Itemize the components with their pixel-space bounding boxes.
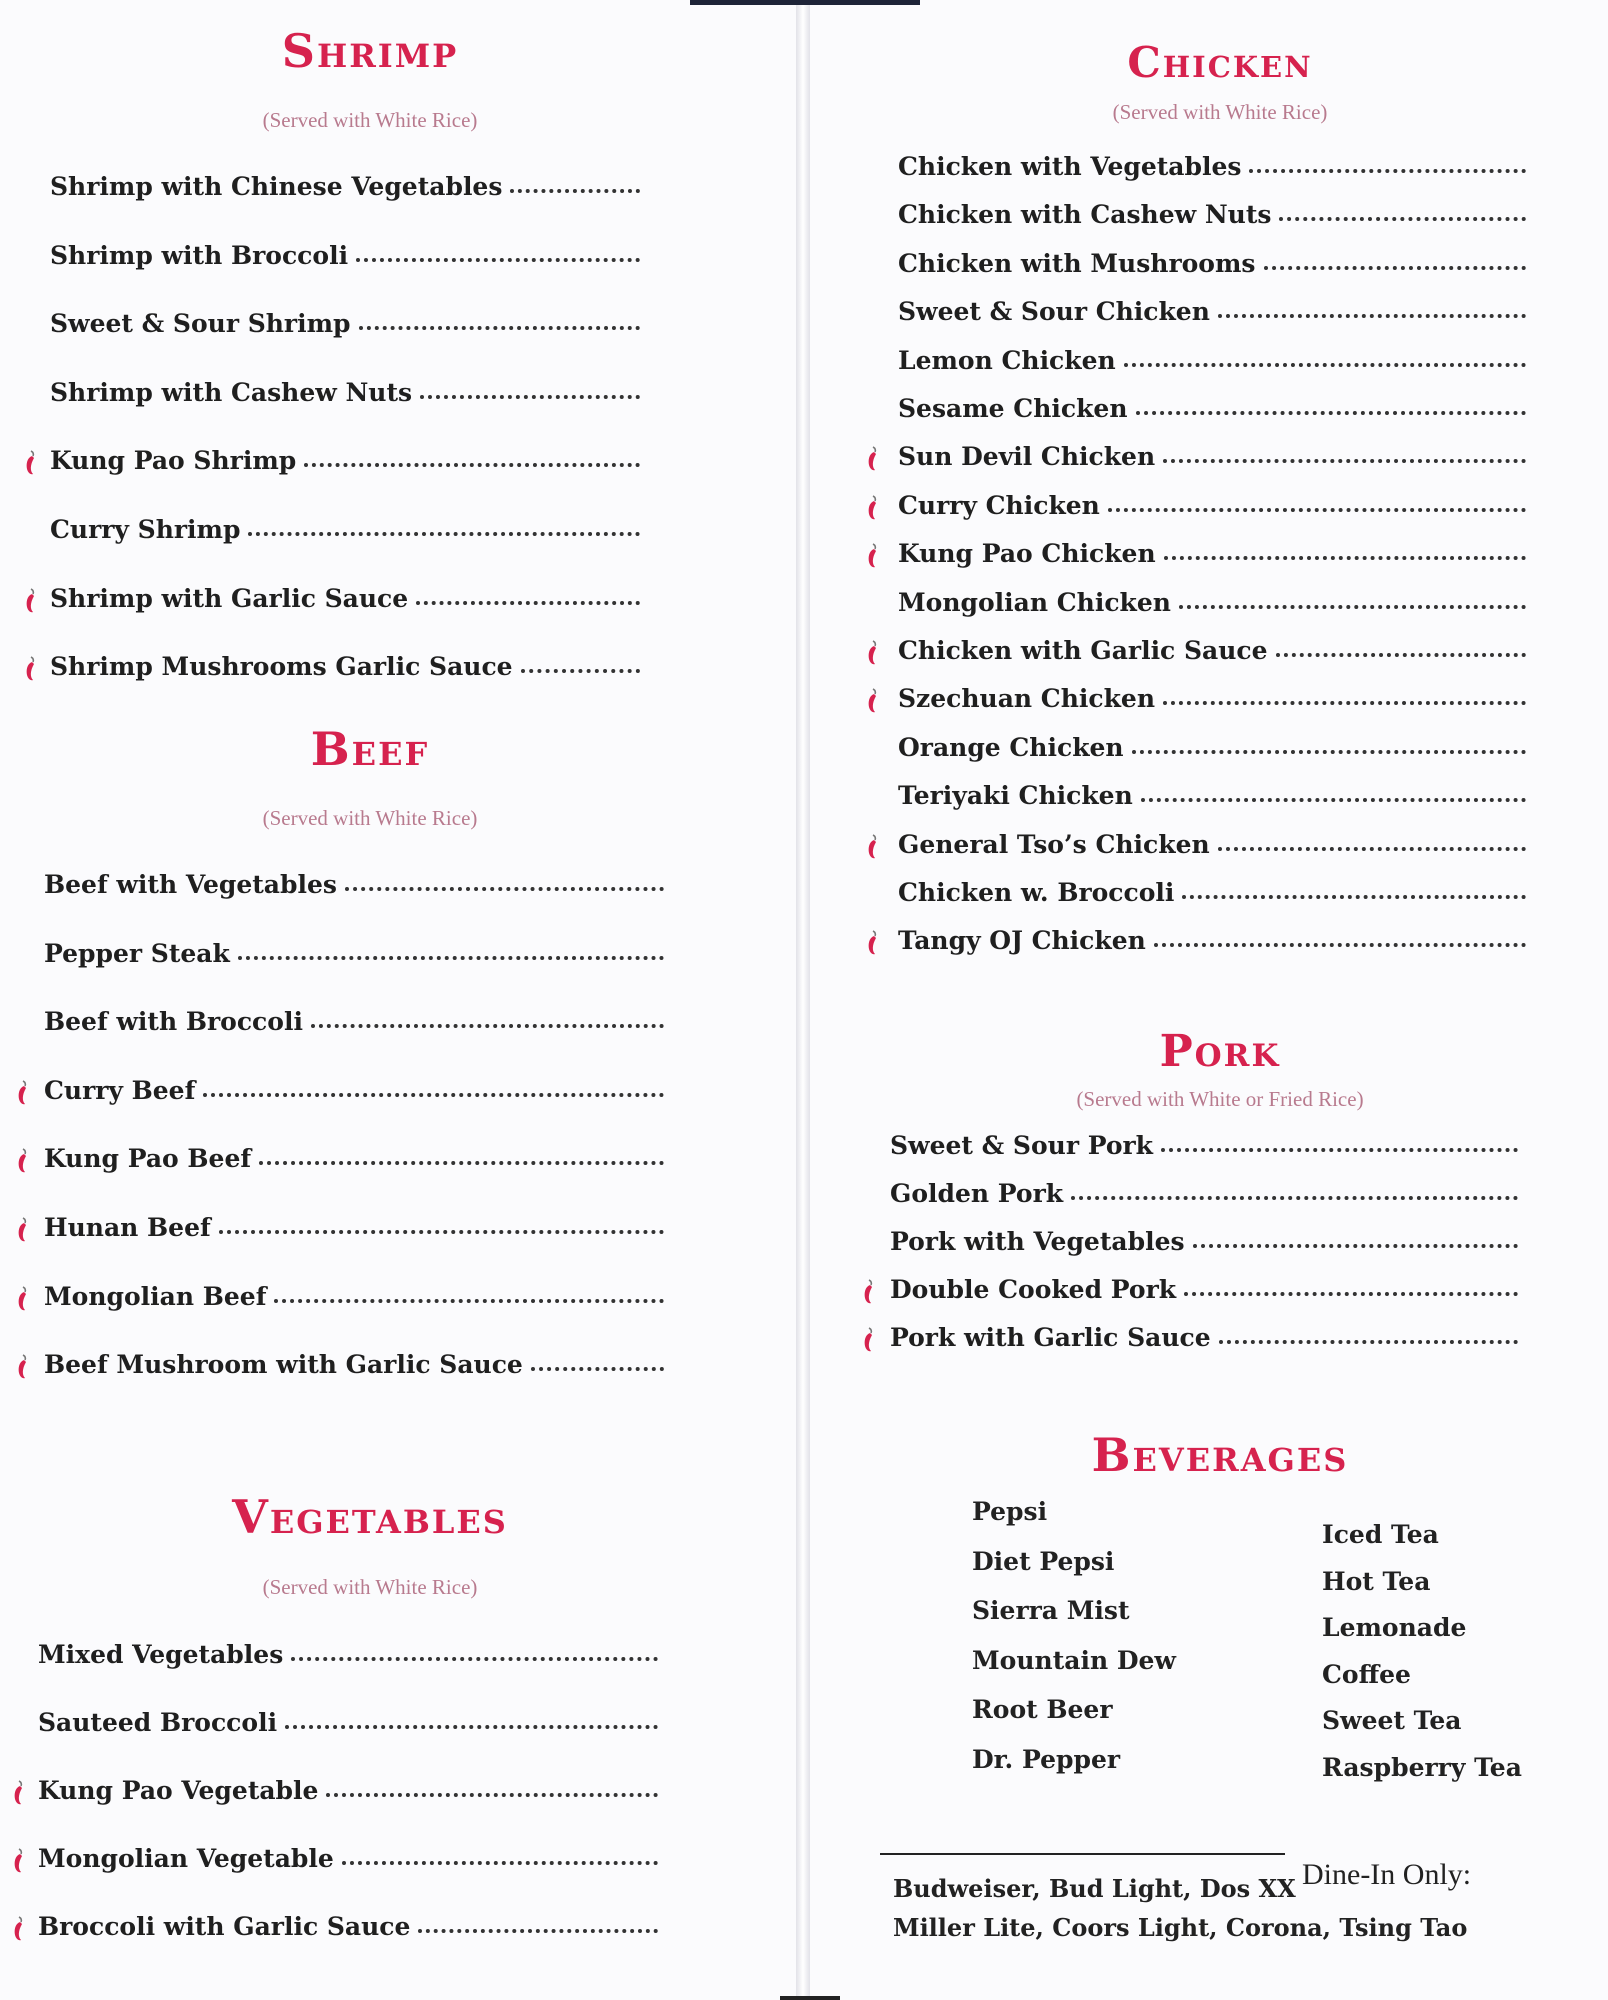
menu-item [38,1776,658,1805]
dot-leader [259,1161,664,1165]
menu-item-name: Hunan Beef [44,1213,211,1242]
menu-item-name: Shrimp with Cashew Nuts [50,377,413,407]
dot-leader [1218,847,1526,851]
dot-leader [1182,895,1526,899]
dot-leader [1136,411,1527,415]
menu-item-name: Mongolian Beef [44,1281,267,1311]
menu-item [898,346,1526,375]
menu-item-name: Pepper Steak [44,938,230,968]
menu-item-name: Sweet & Sour Chicken [898,297,1210,327]
menu-item-name: Sesame Chicken [898,394,1128,423]
menu-fold [796,0,810,2000]
dot-leader [1218,314,1526,318]
dot-leader [238,956,664,960]
menu-item [50,172,640,201]
dot-leader [311,1024,664,1028]
dot-leader [1279,217,1526,221]
menu-item-name: General Tso’s Chicken [898,829,1210,859]
menu-item [898,394,1526,423]
menu-item [890,1131,1518,1160]
chili-pepper-icon [24,450,38,476]
dot-leader [1164,556,1526,560]
menu-item-name: Pork with Garlic Sauce [890,1323,1211,1352]
menu-item-name: Kung Pao Beef [44,1144,252,1174]
dot-leader [1179,605,1526,609]
menu-item [898,926,1526,955]
menu-item [44,1076,664,1105]
dot-leader [219,1230,664,1234]
menu-item-name: Lemon Chicken [898,345,1116,375]
dot-leader [510,189,640,193]
menu-item [898,781,1526,810]
beverage-item: Mountain Dew [972,1645,1176,1675]
menu-item [44,939,664,968]
beverage-item: Iced Tea [1322,1520,1439,1549]
menu-item [898,539,1526,568]
dot-leader [1264,266,1527,270]
dot-leader [1071,1196,1518,1200]
beverage-item: Coffee [1322,1659,1411,1689]
beef-subtitle: (Served with White Rice) [262,806,478,830]
beverages-heading: Beverages [1091,1428,1349,1482]
menu-item-name: Tangy OJ Chicken [898,926,1146,956]
pork-heading: Pork [1159,1026,1281,1077]
menu-item-name: Mixed Vegetables [38,1640,284,1669]
dot-leader [416,601,640,605]
dot-leader [1249,169,1526,173]
menu-item [44,1350,664,1379]
chili-pepper-icon [12,1848,26,1874]
menu-item-name: Beef Mushroom with Garlic Sauce [44,1350,523,1380]
dot-leader [1154,943,1526,947]
dot-leader [1184,1292,1518,1296]
menu-item [898,588,1526,617]
chili-pepper-icon [866,688,880,714]
menu-item [50,241,640,270]
pork-subtitle: (Served with White or Fried Rice) [1076,1087,1364,1111]
dot-leader [1108,508,1526,512]
dot-leader [359,326,640,330]
menu-item [898,249,1526,278]
beer-list-line-1: Budweiser, Bud Light, Dos XX [893,1874,1296,1903]
chili-pepper-icon [866,930,880,956]
menu-item [898,830,1526,859]
chicken-subtitle: (Served with White Rice) [1112,100,1328,124]
menu-item-name: Shrimp with Broccoli [50,240,349,270]
menu-item-name: Broccoli with Garlic Sauce [38,1912,411,1941]
dot-leader [342,1861,658,1865]
menu-item-name: Orange Chicken [898,732,1124,762]
menu-item [898,733,1526,762]
menu-item [50,446,640,475]
top-edge [690,0,920,5]
beverage-item: Sweet Tea [1322,1706,1462,1735]
menu-item-name: Kung Pao Vegetable [38,1776,319,1805]
menu-item [44,870,664,899]
menu-item [890,1275,1518,1304]
menu-item [50,652,640,681]
menu-item [44,1007,664,1036]
dot-leader [1161,1148,1518,1152]
menu-item [890,1227,1518,1256]
menu-item-name: Double Cooked Pork [890,1275,1177,1304]
chili-pepper-icon [24,588,38,614]
menu-item-name: Chicken with Garlic Sauce [898,636,1268,665]
dot-leader [1132,750,1526,754]
bottom-edge [780,1996,840,2000]
dot-leader [285,1725,658,1729]
menu-item [898,491,1526,520]
menu-item [50,515,640,544]
beverage-item: Diet Pepsi [972,1546,1115,1576]
dine-in-rule [880,1853,1285,1855]
chili-pepper-icon [16,1217,30,1243]
chili-pepper-icon [866,834,880,860]
menu-item [898,442,1526,471]
menu-item [50,378,640,407]
menu-item [38,1640,658,1669]
chicken-heading: Chicken [1127,38,1313,87]
beverage-item: Dr. Pepper [972,1744,1121,1774]
menu-item [890,1323,1518,1352]
menu-item-name: Chicken with Vegetables [898,152,1242,181]
shrimp-heading: Shrimp [281,24,459,78]
chili-pepper-icon [24,656,38,682]
dine-in-label: Dine-In Only: [1302,1858,1472,1891]
menu-item-name: Sun Devil Chicken [898,442,1156,472]
dot-leader [345,887,664,891]
dot-leader [203,1093,664,1097]
menu-item [44,1213,664,1242]
chili-pepper-icon [866,543,880,569]
beverage-item: Root Beer [972,1695,1113,1724]
menu-item-name: Sweet & Sour Pork [890,1131,1153,1160]
menu-item-name: Curry Chicken [898,490,1100,520]
menu-item [898,297,1526,326]
menu-item [890,1179,1518,1208]
dot-leader [1276,653,1526,657]
chili-pepper-icon [12,1916,26,1942]
menu-item [898,878,1526,907]
shrimp-subtitle: (Served with White Rice) [262,108,478,132]
beverage-item: Pepsi [972,1497,1048,1526]
chili-pepper-icon [16,1148,30,1174]
dot-leader [1219,1340,1518,1344]
menu-item-name: Mongolian Vegetable [38,1844,334,1873]
menu-item-name: Beef with Broccoli [44,1007,303,1037]
menu-item-name: Shrimp Mushrooms Garlic Sauce [50,652,513,682]
menu-item [38,1912,658,1941]
chili-pepper-icon [862,1327,876,1353]
menu-item [50,309,640,338]
dot-leader [356,258,640,262]
menu-item-name: Beef with Vegetables [44,870,337,899]
left-page [0,0,796,2000]
menu-item-name: Chicken with Cashew Nuts [898,200,1272,230]
chili-pepper-icon [866,446,880,472]
menu-item [898,200,1526,229]
dot-leader [1141,798,1526,802]
menu-item-name: Curry Beef [44,1075,196,1105]
dot-leader [521,669,640,673]
menu-item-name: Szechuan Chicken [898,684,1156,714]
menu-item-name: Pork with Vegetables [890,1227,1185,1256]
chili-pepper-icon [866,495,880,521]
vegetables-heading: Vegetables [232,1490,508,1544]
beer-list-line-2: Miller Lite, Coors Light, Corona, Tsing Tao [893,1913,1468,1942]
menu-item [38,1708,658,1737]
dot-leader [304,463,640,467]
menu-item-name: Mongolian Chicken [898,587,1171,617]
dot-leader [326,1793,658,1797]
dot-leader [418,1929,658,1933]
chili-pepper-icon [16,1286,30,1312]
menu-item-name: Chicken w. Broccoli [898,878,1175,907]
menu-item-name: Kung Pao Chicken [898,539,1156,569]
beverage-item: Lemonade [1322,1613,1467,1642]
menu-item [44,1282,664,1311]
dot-leader [274,1299,664,1303]
menu-item-name: Chicken with Mushrooms [898,248,1256,278]
menu-item-name: Curry Shrimp [50,515,241,544]
dot-leader [1163,459,1526,463]
menu-item-name: Shrimp with Garlic Sauce [50,583,409,613]
beef-heading: Beef [310,722,430,776]
chili-pepper-icon [866,640,880,666]
beverage-item: Raspberry Tea [1322,1752,1522,1782]
menu-item-name: Golden Pork [890,1179,1064,1208]
chili-pepper-icon [12,1780,26,1806]
menu-item-name: Sweet & Sour Shrimp [50,309,351,339]
menu-item-name: Shrimp with Chinese Vegetables [50,172,503,201]
menu-item [898,636,1526,665]
dot-leader [1163,701,1526,705]
dot-leader [291,1657,658,1661]
menu-item [38,1844,658,1873]
dot-leader [248,532,640,536]
menu-item-name: Teriyaki Chicken [898,781,1133,811]
dot-leader [1124,363,1526,367]
menu-item [44,1144,664,1173]
menu-item [50,584,640,613]
beverage-item: Sierra Mist [972,1596,1130,1625]
menu-item [898,684,1526,713]
beverage-item: Hot Tea [1322,1566,1431,1596]
menu-item-name: Kung Pao Shrimp [50,446,297,476]
dot-leader [1193,1244,1518,1248]
chili-pepper-icon [16,1354,30,1380]
dot-leader [531,1367,664,1371]
menu-item-name: Sauteed Broccoli [38,1708,278,1737]
chili-pepper-icon [16,1080,30,1106]
dot-leader [420,395,640,399]
chili-pepper-icon [862,1279,876,1305]
menu-item [898,152,1526,181]
vegetables-subtitle: (Served with White Rice) [262,1575,478,1599]
